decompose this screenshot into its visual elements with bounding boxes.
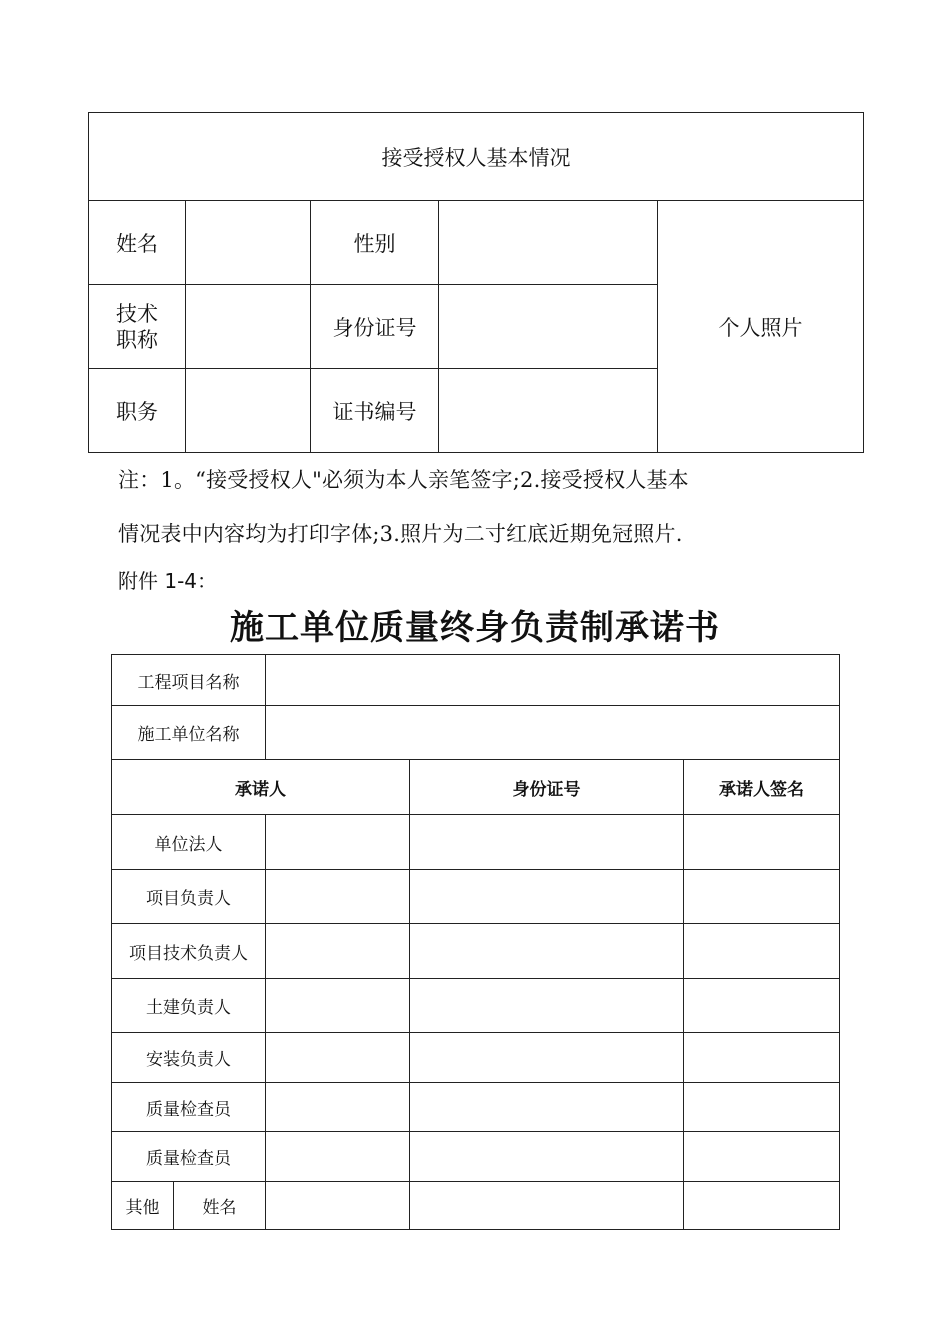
row-name-cell — [266, 1033, 410, 1083]
row-label: 项目技术负责人 — [112, 924, 266, 979]
technical-title-label — [89, 285, 186, 369]
technical-title-value — [186, 285, 311, 369]
table-row — [112, 1033, 840, 1083]
photo-cell: 个人照片 — [658, 201, 864, 453]
promisor-header: 承诺人 — [112, 760, 410, 815]
row-id-cell — [410, 815, 684, 870]
row-label: 质量检查员 — [112, 1132, 266, 1182]
row-label: 土建负责人 — [112, 979, 266, 1033]
position-value — [186, 369, 311, 453]
row-name-cell — [266, 924, 410, 979]
table-row — [112, 815, 840, 870]
commitment-table — [111, 654, 840, 1230]
row-label: 安装负责人 — [112, 1033, 266, 1083]
gender-label: 性别 — [311, 201, 439, 285]
commitment-title: 施工单位质量终身负责制承诺书 — [230, 608, 720, 648]
table-row — [112, 870, 840, 924]
certificate-number-label: 证书编号 — [311, 369, 439, 453]
row-label: 项目负责人 — [112, 870, 266, 924]
technical-title-label-line1: 技术 — [116, 301, 158, 326]
row-signature-cell — [684, 979, 840, 1033]
name-value — [186, 201, 311, 285]
row-id-cell — [410, 1182, 684, 1230]
note-line-1: 注：1。“接受授权人"必须为本人亲笔签字;2.接受授权人基本 — [118, 468, 689, 492]
project-name-label: 工程项目名称 — [112, 655, 266, 706]
row-signature-cell — [684, 870, 840, 924]
grantee-info-table — [88, 112, 864, 453]
table-row — [112, 1182, 840, 1230]
row-name-cell — [266, 1182, 410, 1230]
other-name-label: 姓名 — [174, 1182, 266, 1230]
company-name-value — [266, 706, 840, 760]
id-number-value — [439, 285, 658, 369]
certificate-number-value — [439, 369, 658, 453]
id-number-label: 身份证号 — [311, 285, 439, 369]
table-row — [112, 979, 840, 1033]
company-name-label: 施工单位名称 — [112, 706, 266, 760]
row-signature-cell — [684, 1033, 840, 1083]
position-label: 职务 — [89, 369, 186, 453]
row-label: 单位法人 — [112, 815, 266, 870]
table-row — [112, 1083, 840, 1132]
grantee-section-title: 接受授权人基本情况 — [89, 113, 864, 201]
note-line-2: 情况表中内容均为打印字体;3.照片为二寸红底近期免冠照片. — [118, 522, 683, 546]
id-number-header: 身份证号 — [410, 760, 684, 815]
row-id-cell — [410, 924, 684, 979]
row-signature-cell — [684, 1083, 840, 1132]
row-signature-cell — [684, 815, 840, 870]
row-name-cell — [266, 1083, 410, 1132]
project-name-value — [266, 655, 840, 706]
row-id-cell — [410, 1132, 684, 1182]
table-row — [112, 924, 840, 979]
row-name-cell — [266, 815, 410, 870]
row-id-cell — [410, 870, 684, 924]
technical-title-label-line2: 职称 — [116, 327, 158, 352]
gender-value — [439, 201, 658, 285]
row-id-cell — [410, 1083, 684, 1132]
row-name-cell — [266, 979, 410, 1033]
other-label: 其他 — [112, 1182, 174, 1230]
signature-header: 承诺人签名 — [684, 760, 840, 815]
row-signature-cell — [684, 924, 840, 979]
row-name-cell — [266, 870, 410, 924]
table-row — [112, 1132, 840, 1182]
name-label: 姓名 — [89, 201, 186, 285]
row-id-cell — [410, 1033, 684, 1083]
row-name-cell — [266, 1132, 410, 1182]
row-id-cell — [410, 979, 684, 1033]
row-label: 质量检查员 — [112, 1083, 266, 1132]
row-signature-cell — [684, 1132, 840, 1182]
annex-label: 附件 1-4： — [118, 569, 218, 593]
row-signature-cell — [684, 1182, 840, 1230]
